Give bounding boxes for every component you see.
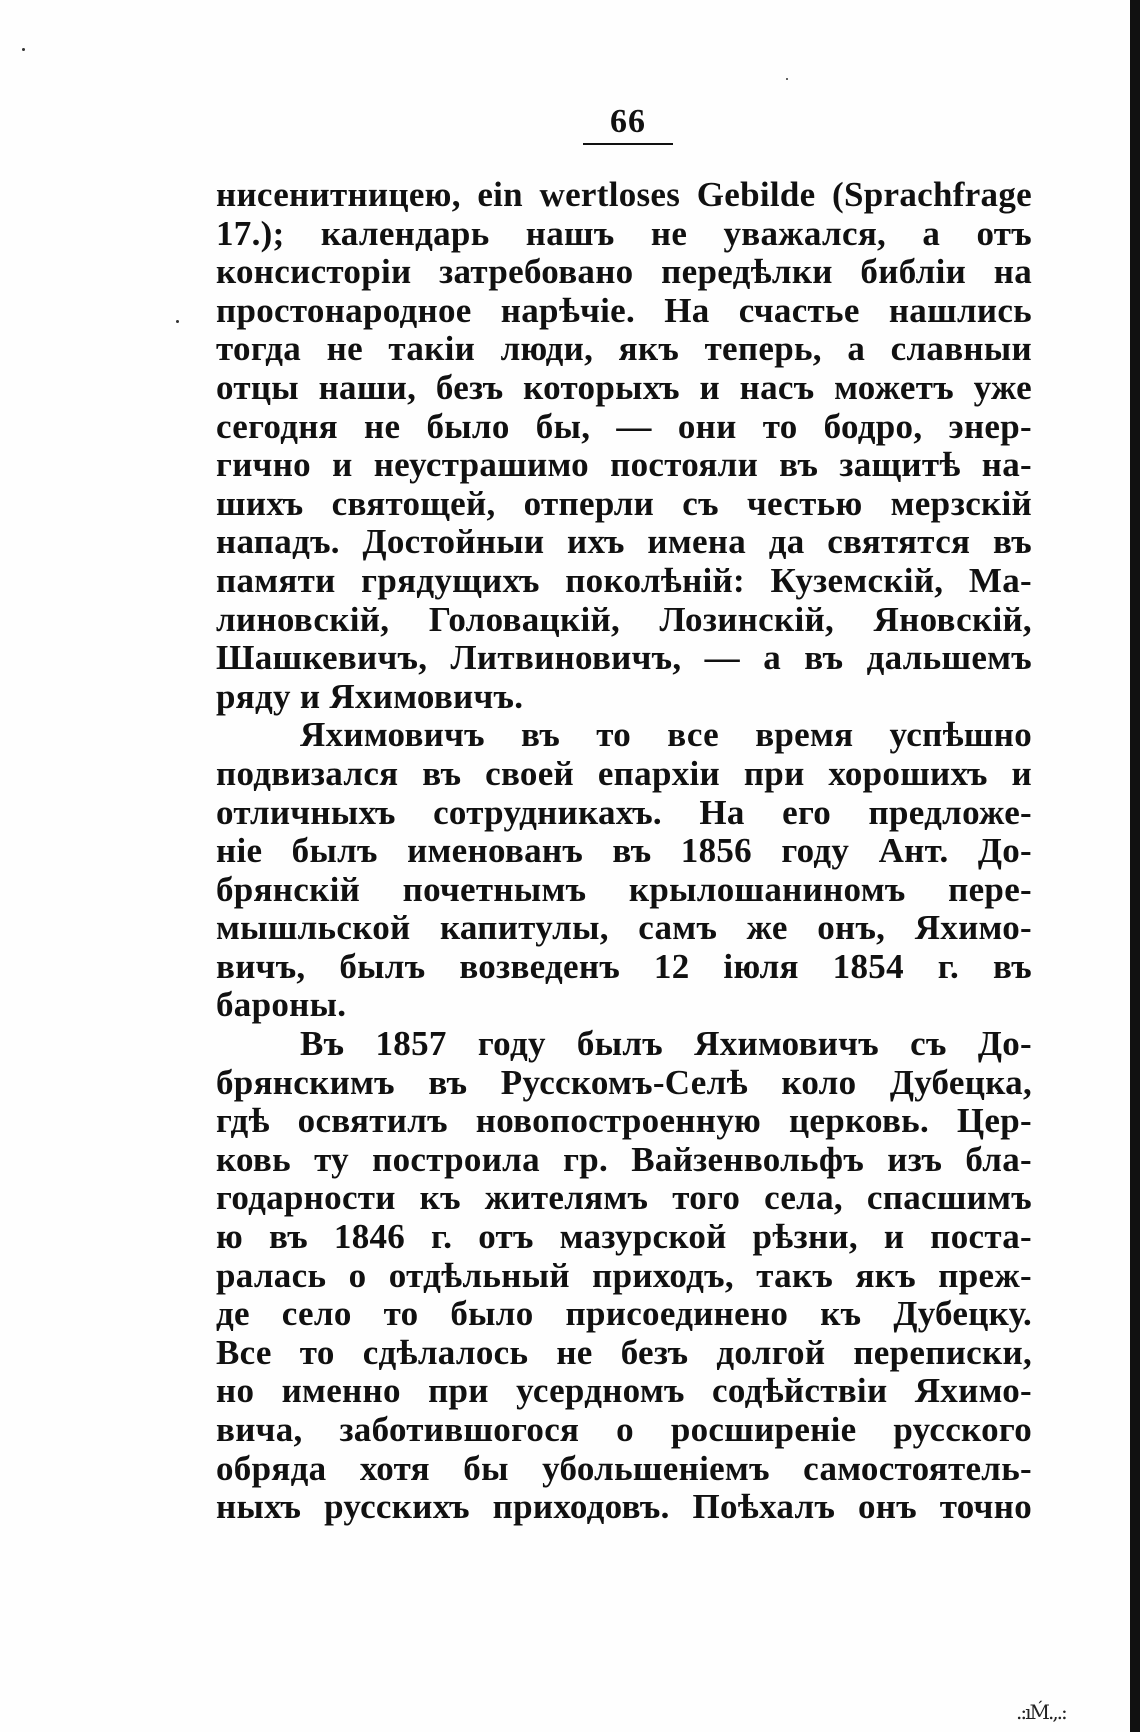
text-line: ю въ 1846 г. отъ мазурской рѣзни, и поста- [216, 1217, 1032, 1257]
text-line: брянскимъ въ Русскомъ-Селѣ коло Дубецка, [216, 1062, 1032, 1102]
text-line: брянскій почетнымъ крылошаниномъ пере- [216, 869, 1032, 909]
text-line: мышльской капитулы, самъ же онъ, Яхимо- [216, 908, 1032, 948]
scan-artifact: .:ıḾ.,.: [1016, 1700, 1066, 1724]
scan-speck [176, 320, 179, 323]
text-line: памяти грядущихъ поколѣній: Куземскій, Ма- [216, 560, 1032, 600]
text-line: Яхимовичъ въ то все время успѣшно [300, 715, 1032, 755]
text-line: шихъ святощей, отперли съ честью мерзскій [216, 483, 1032, 523]
text-line: консисторіи затребовано передѣлки библіи на [216, 252, 1032, 292]
text-line: ковь ту построила гр. Вайзенвольфъ изъ бла- [216, 1139, 1032, 1179]
text-line: бароны. [216, 985, 347, 1025]
scan-speck [22, 48, 25, 51]
text-line: Въ 1857 году былъ Яхимовичъ съ До- [300, 1024, 1032, 1064]
text-line: вичъ, былъ возведенъ 12 іюля 1854 г. въ [216, 946, 1032, 986]
text-line: де село то было присоединено къ Дубецку. [216, 1294, 1032, 1334]
text-line: гично и неустрашимо постояли въ защитѣ на- [216, 445, 1032, 485]
text-line: ряду и Яхимовичъ. [216, 676, 524, 716]
text-line: 17.); календарь нашъ не уважался, а отъ [216, 213, 1032, 253]
text-line: отцы наши, безъ которыхъ и насъ можетъ уже [216, 367, 1032, 407]
text-line: подвизался въ своей епархіи при хорошихъ и [216, 753, 1032, 793]
text-line: нападъ. Достойныи ихъ имена да святятся въ [216, 522, 1032, 562]
page-number-rule [583, 143, 673, 145]
text-line: вича, заботившогося о росширеніе русского [216, 1410, 1032, 1449]
page-number: 66 [610, 103, 646, 140]
text-line: гдѣ освятилъ новопостроенную церковь. Цер- [216, 1101, 1032, 1141]
text-line: Шашкевичъ, Литвиновичъ, — а въ дальшемъ [216, 638, 1032, 678]
text-line: простонародное нарѣчіе. На счастье нашлись [216, 290, 1032, 330]
text-line: линовскій, Головацкій, Лозинскій, Яновскій, [216, 599, 1032, 639]
text-line: тогда не такіи люди, якъ теперь, а славныи [216, 329, 1032, 369]
text-line: но именно при усердномъ содѣйствіи Яхимо- [216, 1371, 1032, 1411]
text-line: сегодня не было бы, — они то бодро, энер- [216, 406, 1032, 446]
body-text [216, 176, 1032, 1527]
scan-speck [786, 78, 788, 80]
text-line: ныхъ русскихъ приходовъ. Поѣхалъ онъ точно [216, 1487, 1032, 1527]
text-line: нисенитницею, ein wertloses Gebilde (Sprachfrage [216, 175, 1032, 214]
text-line: ніе былъ именованъ въ 1856 году Ант. До- [216, 831, 1032, 871]
text-line: годарности къ жителямъ того села, спасшимъ [216, 1178, 1032, 1218]
text-line: отличныхъ сотрудникахъ. На его предложе- [216, 792, 1032, 832]
text-line: Все то сдѣлалось не безъ долгой переписки, [216, 1332, 1032, 1372]
text-line: обряда хотя бы убольшеніемъ самостоятель- [216, 1448, 1032, 1488]
text-line: ралась о отдѣльный приходъ, такъ якъ преж- [216, 1255, 1032, 1295]
page-edge-shadow [1130, 0, 1140, 1732]
